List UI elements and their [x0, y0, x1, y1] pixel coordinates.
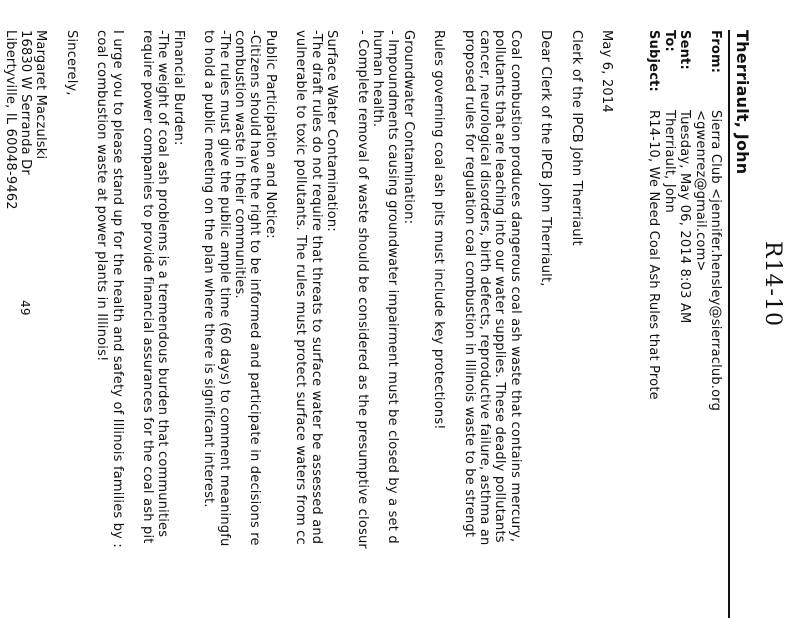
groundwater-line: human health. [369, 30, 385, 128]
signoff: Sincerely, [63, 30, 79, 96]
header-from-row [708, 30, 723, 618]
financial-line: require power companies to provide financial assurances for the coal ash pit [140, 30, 156, 544]
financial-section [140, 30, 186, 618]
sent-label: Sent: [677, 30, 693, 70]
intro-line: Coal combustion produces dangerous coal ash waste that contains mercury, [507, 30, 523, 543]
header-subject-row [646, 30, 661, 618]
docket-code: R14-10 [760, 241, 785, 327]
surface-heading: Surface Water Contamination: [324, 30, 340, 232]
participation-line: combustion waste in their communities. [232, 30, 248, 299]
intro-line: proposed rules for regulation coal combustion in Illinois waste to be strengt [461, 30, 477, 538]
heading-divider [728, 30, 730, 618]
sender-heading: Therriault, John [733, 30, 752, 175]
groundwater-line: - Impoundments causing groundwater impairment must be closed by a set d [385, 30, 401, 544]
participation-line: to hold a public meeting on the plan where there is significant interest. [201, 30, 217, 508]
from-value: Sierra Club <jennifer.hensley@sierraclub.org [708, 110, 723, 412]
header-from-cont-row [692, 30, 707, 618]
surface-line: -The draft rules do not require that threats to surface water be assessed and [308, 30, 324, 545]
closing-paragraph [94, 30, 125, 618]
participation-line: -Citizens should have the right to be informed and participate in decisions re [247, 30, 263, 546]
subject-value: R14-10, We Need Coal Ash Rules that Prote [646, 110, 662, 400]
closing-line: coal combustion waste at power plants in Illinois! [94, 30, 110, 362]
signature-city: Libertyville, IL 60048-9462 [2, 30, 18, 210]
groundwater-heading: Groundwater Contamination: [400, 30, 416, 225]
sent-value: Tuesday, May 06, 2014 8:03 AM [677, 110, 693, 324]
recipient-line: Clerk of the IPCB John Therriault [568, 30, 584, 246]
to-value: Therriault, John [661, 110, 677, 213]
letter-date: May 6, 2014 [599, 30, 614, 113]
participation-section [201, 30, 278, 618]
signature-name: Margaret Maczulski [33, 30, 49, 160]
signature-block [2, 30, 48, 618]
from-label: From: [708, 30, 723, 74]
surface-section [293, 30, 339, 618]
salutation: Dear Clerk of the IPCB John Therriault, [538, 30, 554, 287]
intro-paragraph [461, 30, 523, 618]
financial-line: -The weight of coal ash problems is a tremendous burden that communities [155, 30, 171, 538]
from-value-cont: <gwenrez@gmail.com> [692, 110, 708, 272]
closing-line: I urge you to please stand up for the health and safety of Illinois families by : [109, 30, 125, 548]
letter-body [0, 30, 614, 618]
subject-label: Subject: [646, 30, 662, 92]
header-to-row [661, 30, 676, 618]
financial-heading: Financial Burden: [170, 30, 186, 146]
groundwater-section [354, 30, 416, 618]
page-number: 49 [18, 300, 32, 316]
email-header [646, 30, 723, 618]
intro-line: cancer, neurological disorders, birth defects, reproductive failure, asthma an [476, 30, 492, 546]
header-sent-row [677, 30, 692, 618]
rules-intro: Rules governing coal ash pits must include key protections! [431, 30, 447, 430]
intro-line: pollutants that are leaching into our water supplies. These deadly pollutants [492, 30, 508, 543]
to-label: To: [661, 30, 677, 52]
signature-street: 16830 W Serranda Dr [18, 30, 34, 175]
surface-line: vulnerable to toxic pollutants. The rules must protect surface waters from cc [293, 30, 309, 545]
groundwater-line: - Complete removal of waste should be considered as the presumptive closur [354, 30, 370, 549]
participation-heading: Public Participation and Notice: [262, 30, 278, 239]
participation-line: -The rules must give the public ample time (60 days) to comment meaningfu [216, 30, 232, 547]
